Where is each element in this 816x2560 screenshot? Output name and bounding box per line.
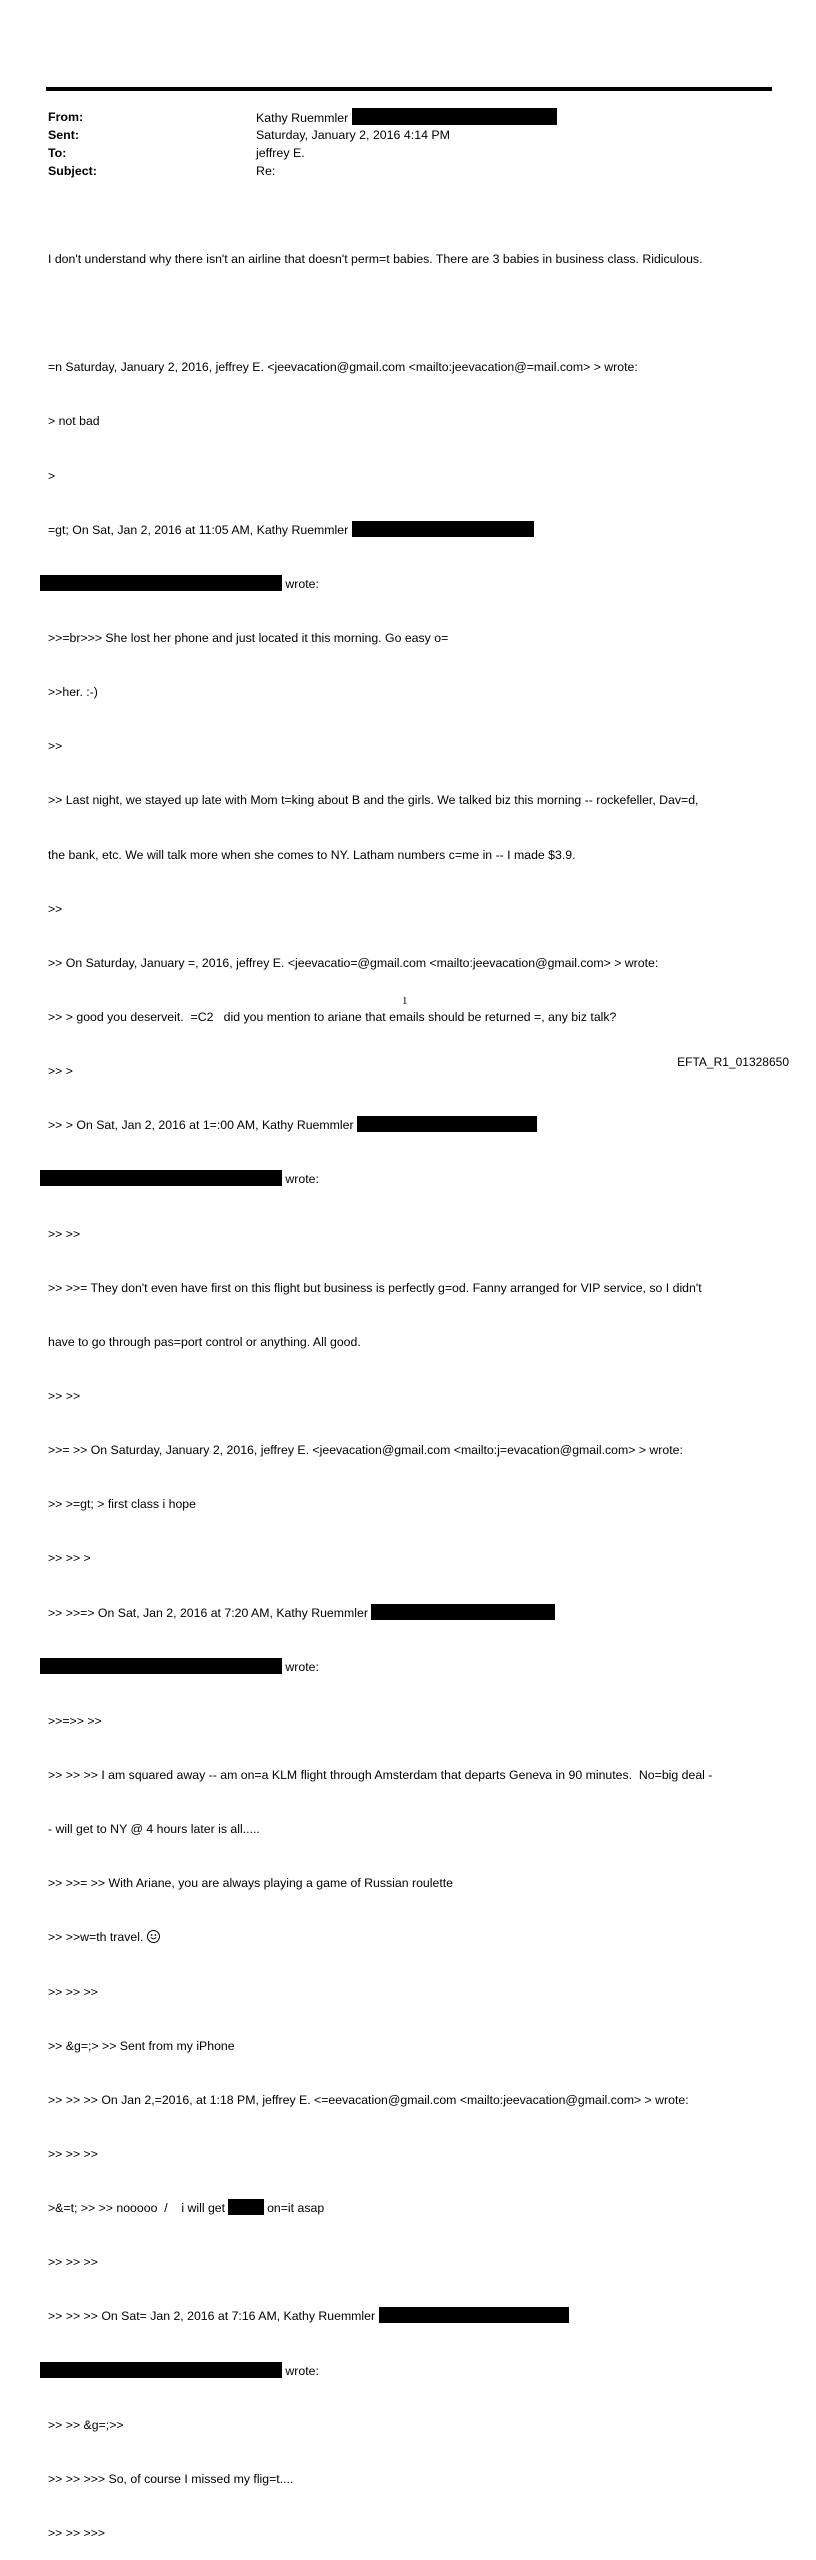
redaction-box [40, 2362, 282, 2378]
redaction-box [371, 1604, 555, 1620]
document-id-footer: EFTA_R1_01328650 [677, 1055, 789, 1069]
body-line: >> >> >>> So, of course I missed my flig=t.... [48, 2471, 294, 2486]
body-line: >&=t; >> >> nooooo / i will get on=it asap [48, 2201, 325, 2216]
body-line: I don't understand why there isn't an airline that doesn't perm=t babies. There are 3 babies in business class. Ridiculous. [48, 252, 703, 267]
page-number: 1 [402, 995, 408, 1007]
redaction-box [228, 2199, 264, 2215]
body-line: >> > [48, 1064, 73, 1079]
body-line: =n Saturday, January 2, 2016, jeffrey E. <jeevacation@gmail.com <mailto:jeevacation@=mail.com> > wrote: [48, 360, 638, 375]
to-value: jeffrey E. [256, 146, 305, 160]
smiley-icon [147, 1930, 160, 1943]
redaction-box [352, 521, 534, 537]
blank-line [48, 304, 778, 322]
body-line: >> [48, 739, 63, 754]
redaction-box [40, 1658, 282, 1674]
body-line: >> >> >> On Sat= Jan 2, 2016 at 7:16 AM, Kathy Ruemmler [48, 2307, 778, 2325]
body-line: >> >> >> [48, 1984, 98, 1999]
body-line: >> >>=> On Sat, Jan 2, 2016 at 7:20 AM, Kathy Ruemmler [48, 1604, 778, 1622]
body-line: > [48, 468, 56, 483]
header-rule [46, 87, 772, 91]
email-body [48, 214, 778, 2560]
body-line: the bank, etc. We will talk more when she comes to NY. Latham numbers c=me in -- I made $3.9. [48, 847, 576, 862]
body-line: >> >> &g=;>> [48, 2417, 124, 2432]
email-header [48, 108, 768, 180]
body-line: >> >> >> [48, 2255, 98, 2270]
body-line: > not bad [48, 414, 100, 429]
body-line: >> Last night, we stayed up late with Mom t=king about B and the girls. We talked biz this morning -- rockefeller, Dav=d, [48, 793, 699, 808]
body-line: >> >> >> [48, 2146, 98, 2161]
redaction-box [352, 108, 557, 125]
body-line: - will get to NY @ 4 hours later is all..... [48, 1822, 260, 1837]
subject-value: Re: [256, 164, 276, 178]
sent-label: Sent: [48, 128, 79, 142]
body-line: >> >> [48, 1389, 81, 1403]
redaction-box [40, 575, 282, 591]
subject-row [48, 162, 768, 180]
body-line: wrote: [48, 1658, 778, 1676]
body-line: >>=br>>> She lost her phone and just located it this morning. Go easy o= [48, 631, 449, 646]
body-line: >> >>= >> With Ariane, you are always playing a game of Russian roulette [48, 1876, 454, 1891]
body-line: >> On Saturday, January =, 2016, jeffrey E. <jeevacatio=@gmail.com <mailto:jeevacation@gmail.com> > wrote: [48, 955, 659, 970]
from-value: Kathy Ruemmler [256, 108, 557, 127]
body-line: >> > On Sat, Jan 2, 2016 at 1=:00 AM, Kathy Ruemmler [48, 1116, 778, 1134]
sent-row [48, 126, 768, 144]
body-line: >> >> [48, 1226, 81, 1241]
body-line: >> >> > [48, 1551, 91, 1566]
redaction-box [379, 2307, 569, 2323]
body-line: >> &g=;> >> Sent from my iPhone [48, 2038, 235, 2053]
body-line: =gt; On Sat, Jan 2, 2016 at 11:05 AM, Kathy Ruemmler [48, 521, 778, 539]
sent-value: Saturday, January 2, 2016 4:14 PM [256, 128, 451, 142]
body-line: have to go through pas=port control or anything. All good. [48, 1334, 361, 1349]
body-line: wrote: [48, 1170, 778, 1188]
body-line: >> >> >>> [48, 2525, 106, 2540]
to-label: To: [48, 146, 67, 160]
body-line: >>=>> >> [48, 1713, 102, 1728]
body-line: >> >>= They don't even have first on this flight but business is perfectly g=od. Fanny arranged for VIP service, so I didn't [48, 1280, 702, 1295]
body-line: wrote: [48, 2362, 778, 2380]
body-line: >> >>w=th travel. [48, 1928, 778, 1946]
subject-label: Subject: [48, 164, 97, 178]
body-line: wrote: [48, 575, 778, 593]
body-line: >>= >> On Saturday, January 2, 2016, jeffrey E. <jeevacation@gmail.com <mailto:j=evacation@gmail.com> > wrote: [48, 1443, 683, 1458]
body-line: >> >> >> I am squared away -- am on=a KLM flight through Amsterdam that departs Geneva in 90 minutes. No=big deal - [48, 1767, 713, 1782]
redaction-box [357, 1116, 537, 1132]
body-line: >> >=gt; > first class i hope [48, 1497, 196, 1512]
to-row [48, 144, 768, 162]
body-line: >> > good you deserveit. =C2 did you mention to ariane that emails should be returned =, any biz talk? [48, 1010, 617, 1025]
body-line: >>her. :-) [48, 685, 98, 700]
body-line: >> >> >> On Jan 2,=2016, at 1:18 PM, jeffrey E. <=eevacation@gmail.com <mailto:jeevacation@gmail.com> > wrote: [48, 2092, 689, 2107]
from-label: From: [48, 110, 84, 124]
redaction-box [40, 1170, 282, 1186]
body-line: >> [48, 901, 63, 916]
from-row [48, 108, 768, 126]
